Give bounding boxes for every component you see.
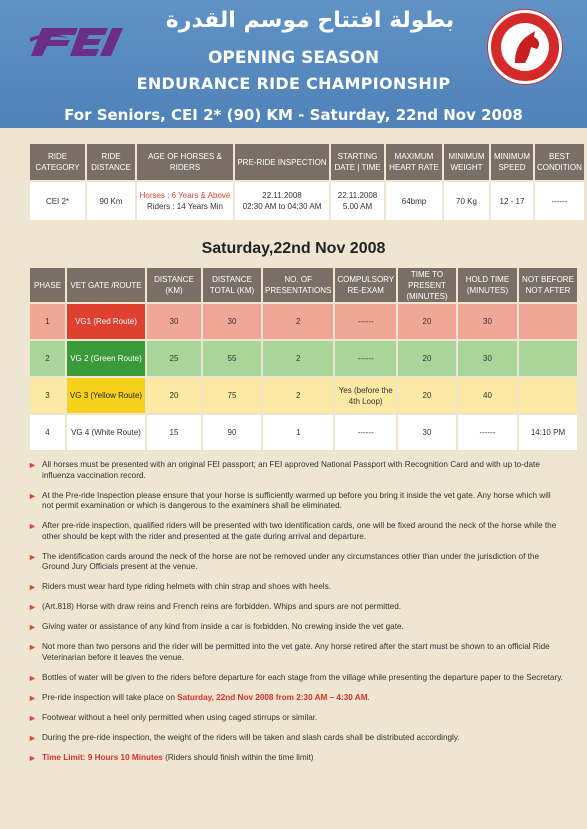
cell-reexam: ------ [335,341,396,376]
cell-time-present: 20 [398,304,456,339]
cell-total: 30 [203,304,261,339]
list-item [28,693,563,704]
cell-not-before [519,378,577,413]
bullet-arrow-icon: ► [28,460,37,470]
cell-phase: 4 [30,415,65,450]
bullet-arrow-icon: ► [28,712,37,723]
rules-list [28,460,563,773]
cell-total: 55 [203,341,261,376]
th-hold-time: HOLD TIME (MINUTES) [458,268,517,302]
cell-distance: 15 [147,415,201,450]
list-item [28,622,563,633]
th-weight: MINIMUM WEIGHT [444,144,489,180]
cell-distance: 90 Km [87,182,135,220]
note-text: Not more than two persons and the rider will be permitted into the vet gate. Any horse retired after the start must be shown to an official Ride Veterinarian before it leaves the venue. [42,642,550,662]
title-opening-season: OPENING SEASON [207,48,380,68]
cell-total: 90 [203,415,261,450]
cell-speed: 12 - 17 [491,182,533,220]
cell-not-before [519,304,577,339]
cell-category: CEI 2* [30,182,85,220]
cell-distance: 30 [147,304,201,339]
list-item [28,753,563,764]
cell-distance: 25 [147,341,201,376]
note-highlight: Saturday, 22nd Nov 2008 from 2:30 AM – 4:30 AM [177,692,368,702]
note-text: During the pre-ride inspection, the weight of the riders will be taken and slash cards shall be distributed accordingly. [42,732,460,742]
th-starting: STARTING DATE | TIME [331,144,384,180]
th-speed: MINIMUM SPEED [491,144,533,180]
note-text: Footwear without a heel only permitted when using caged stirrups or similar. [42,712,318,722]
cell-age [137,182,233,220]
cell-not-before: 14:10 PM [519,415,577,450]
bullet-arrow-icon: ► [28,752,37,763]
inspection-date: 22.11.2008 [262,191,302,200]
cell-not-before [519,341,577,376]
age-riders: Riders : 14 Years Min [146,202,224,211]
cell-gate: VG 3 (Yellow Route) [67,378,145,413]
cell-reexam: ------ [335,415,396,450]
bullet-arrow-icon: ► [28,732,37,743]
th-not-before: NOT BEFORE NOT AFTER [519,268,577,302]
cell-phase: 1 [30,304,65,339]
list-item [28,602,563,613]
bullet-arrow-icon: ► [28,521,37,531]
list-item [28,733,563,744]
cell-heart-rate: 64bmp [386,182,442,220]
cell-presentations: 2 [263,341,333,376]
cell-gate: VG 2 (Green Route) [67,341,145,376]
start-time: 5.00 AM [342,202,373,211]
cell-presentations: 1 [263,415,333,450]
cell-inspection [235,182,329,220]
cell-time-present: 20 [398,341,456,376]
note-text: The identification cards around the neck of the horse are not be removed under any circumstances other than under the jurisdiction of the Ground Jury Officials present at the venue. [42,551,539,571]
info-row [30,182,584,220]
cell-reexam: Yes (before the 4th Loop) [335,378,396,413]
note-text: Pre-ride inspection will take place on [42,692,178,702]
list-item [28,460,563,481]
note-highlight: Time Limit: 9 Hours 10 Minutes [42,752,163,762]
phase-table [28,266,579,452]
phase-row [30,415,577,450]
th-distance-total: DISTANCE TOTAL (KM) [203,268,261,302]
cell-best-condition: ------ [535,182,584,220]
phase-header-row [30,268,577,302]
note-text: All horses must be presented with an original FEI passport; an FEI approved National Passport with Recognition Card and with up to-date influenza vaccination record. [42,460,540,480]
th-heart-rate: MAXIMUM HEART RATE [386,144,442,180]
cell-time-present: 20 [398,378,456,413]
start-date: 22.11.2008 [337,191,378,200]
cell-phase: 3 [30,378,65,413]
th-distance: DISTANCE (KM) [147,268,201,302]
cell-reexam: ------ [335,304,396,339]
arabic-title: بطولة افتتاح موسم القدرة [165,8,455,33]
note-text: Riders must wear hard type riding helmets with chin strap and shoes with heels. [42,582,331,591]
cell-hold: 40 [458,378,517,413]
list-item [28,582,563,593]
bullet-arrow-icon: ► [28,692,37,703]
note-text: Bottles of water will be given to the riders before departure for each stage from the village while presenting the departure paper to the Secretary. [42,672,563,682]
list-item [28,552,563,573]
note-text-end: . [367,692,370,702]
bullet-arrow-icon: ► [28,622,37,632]
age-horses: Horses : 6 Years & Above [139,191,231,200]
bullet-arrow-icon: ► [28,642,37,652]
cell-distance: 20 [147,378,201,413]
phase-row [30,378,577,413]
cell-start [331,182,384,220]
cell-presentations: 2 [263,304,333,339]
cell-time-present: 30 [398,415,456,450]
th-ride-distance: RIDE DISTANCE [87,144,135,180]
th-reexam: COMPULSORY RE-EXAM [335,268,396,302]
phase-row [30,341,577,376]
title-championship: ENDURANCE RIDE CHAMPIONSHIP [136,74,451,93]
bullet-arrow-icon: ► [28,490,37,501]
cell-presentations: 2 [263,378,333,413]
info-header-row [30,144,584,180]
cell-hold: ------ [458,415,517,450]
cell-phase: 2 [30,341,65,376]
th-ride-category: RIDE CATEGORY [30,144,85,180]
inspection-time: 02:30 AM to 04:30 AM [242,202,322,211]
cell-total: 75 [203,378,261,413]
th-phase: PHASE [30,268,65,302]
list-item [28,673,563,684]
bullet-arrow-icon: ► [28,672,37,683]
th-time-present: TIME TO PRESENT (MINUTES) [398,268,456,302]
th-pre-ride: PRE-RIDE INSPECTION [235,144,329,180]
phase-row [30,304,577,339]
th-age: AGE OF HORSES & RIDERS [137,144,233,180]
th-vet-gate: VET GATE /ROUTE [67,268,145,302]
note-text: Giving water or assistance of any kind from inside a car is forbidden. No crewing inside the vet gate. [42,622,404,631]
bullet-arrow-icon: ► [28,551,37,562]
note-text: At the Pre-ride Inspection please ensure that your horse is sufficiently warmed up before you bring it inside the vet gate. Any horse which will not permit examination or which is dangerous to the examiners shall be eliminated. [42,490,551,510]
list-item [28,491,563,512]
cell-hold: 30 [458,341,517,376]
bahrain-equestrian-seal [488,10,562,84]
ride-info-table [28,142,586,222]
cell-hold: 30 [458,304,517,339]
date-heading: Saturday,22nd Nov 2008 [201,240,386,257]
cell-gate: VG1 (Red Route) [67,304,145,339]
bullet-arrow-icon: ► [28,602,37,612]
th-best: BEST CONDITION [535,144,584,180]
list-item [28,521,563,542]
note-text: (Art.818) Horse with draw reins and French reins are forbidden. Whips and spurs are not permitted. [42,602,402,611]
list-item [28,642,563,663]
note-text: After pre-ride inspection, qualified riders will be presented with two identification cards, one will be fixed around the neck of the horse while the other should be kept with the rider and presented at the gate during arrival and departure. [42,521,557,541]
cell-weight: 70 Kg [444,182,489,220]
note-text-end: (Riders should finish within the time limit) [162,752,314,762]
bullet-arrow-icon: ► [28,582,37,592]
th-presentations: NO. OF PRESENTATIONS [263,268,333,302]
list-item [28,713,563,724]
cell-gate: VG 4 (White Route) [67,415,145,450]
subtitle: For Seniors, CEI 2* (90) KM - Saturday, 22nd Nov 2008 [64,106,523,124]
